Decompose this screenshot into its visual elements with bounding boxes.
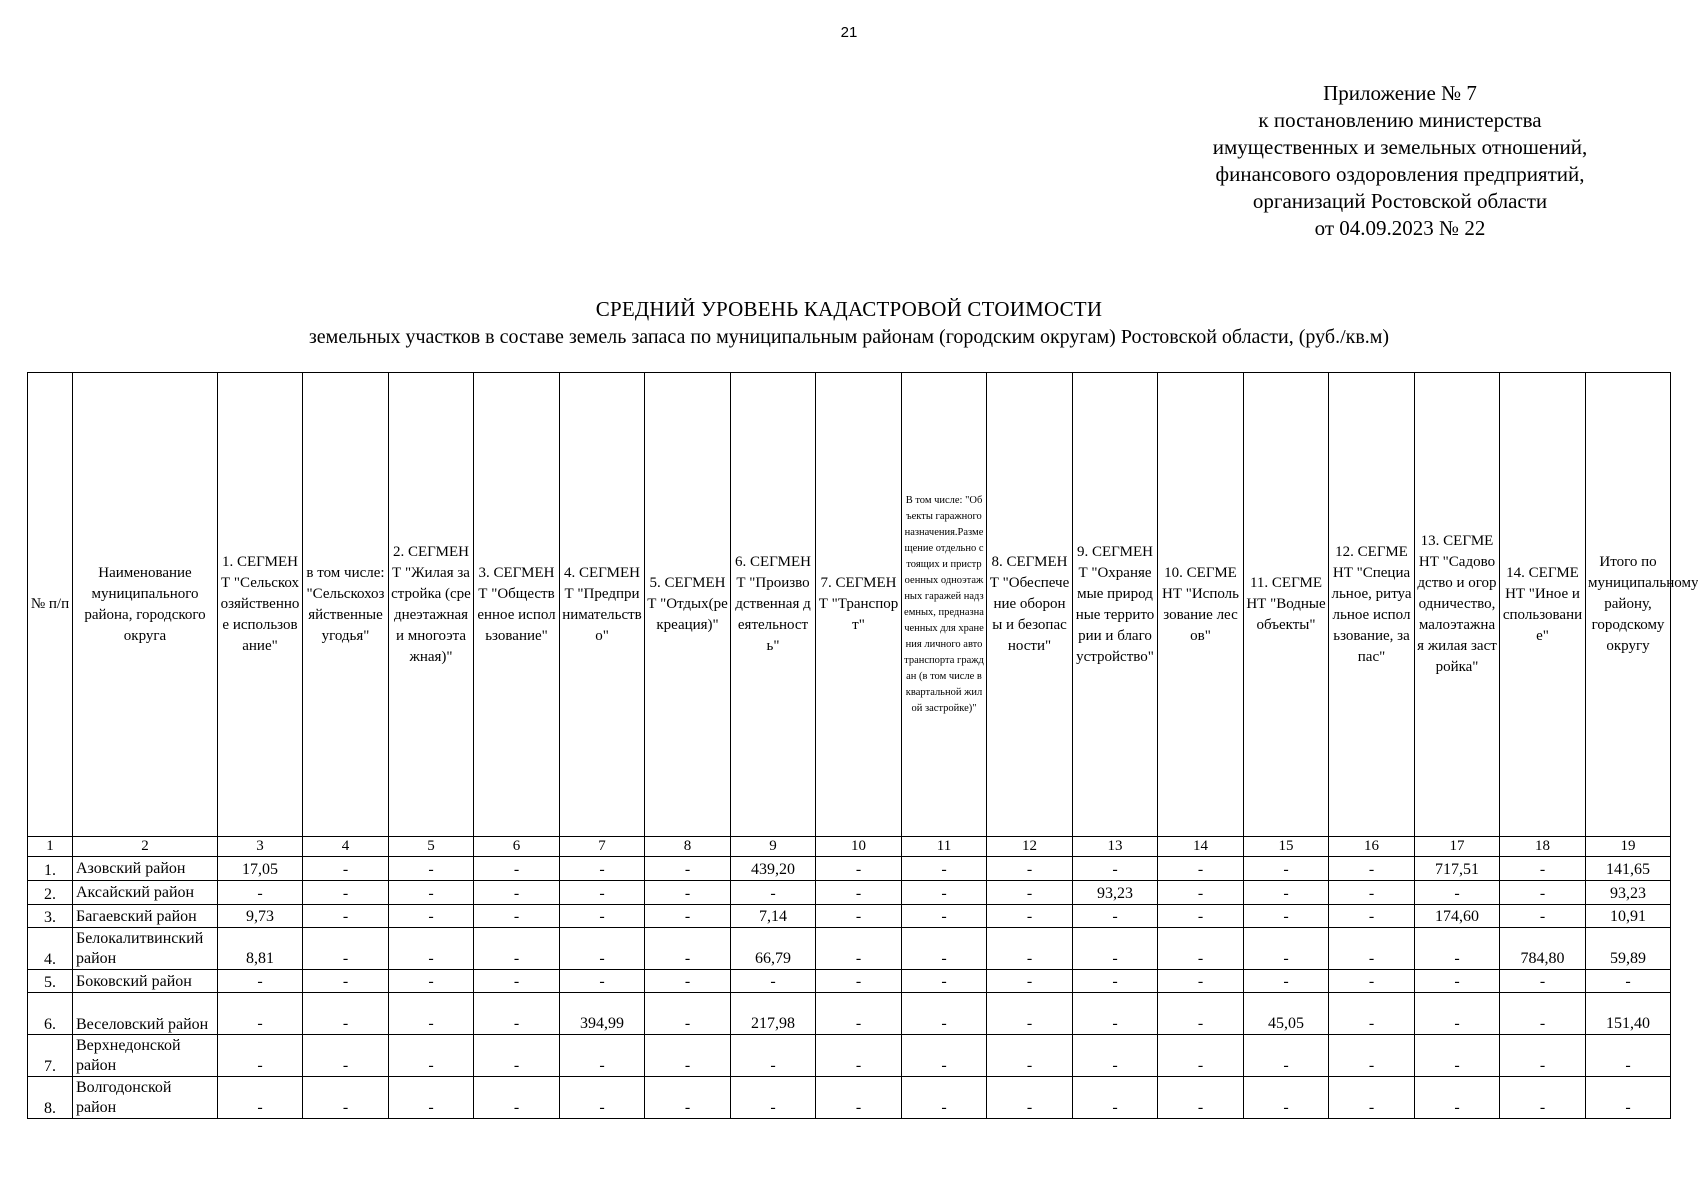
value-cell: - (1329, 905, 1415, 928)
value-cell: - (1500, 1077, 1586, 1119)
row-number: 2. (28, 881, 73, 905)
column-header: 14. СЕГМЕНТ "Иное использование" (1500, 373, 1586, 837)
value-cell: - (1244, 1035, 1329, 1077)
column-number: 5 (389, 837, 474, 857)
value-cell: - (474, 970, 560, 993)
column-number: 18 (1500, 837, 1586, 857)
value-cell: - (902, 905, 987, 928)
row-number: 6. (28, 993, 73, 1035)
appendix-line: от 04.09.2023 № 22 (1314, 216, 1486, 240)
value-cell: 8,81 (218, 928, 303, 970)
district-name: Верхнедонской район (73, 1035, 218, 1077)
value-cell: - (645, 993, 731, 1035)
row-number: 4. (28, 928, 73, 970)
column-header: 7. СЕГМЕНТ "Транспорт" (816, 373, 902, 837)
value-cell: 174,60 (1415, 905, 1500, 928)
value-cell: - (987, 1035, 1073, 1077)
value-cell: - (1158, 857, 1244, 881)
page-number: 21 (840, 24, 858, 41)
district-name: Белокалитвинский район (73, 928, 218, 970)
value-cell: - (474, 881, 560, 905)
value-cell: - (902, 970, 987, 993)
value-cell: - (1073, 993, 1158, 1035)
value-cell: - (645, 1077, 731, 1119)
value-cell: - (1415, 1077, 1500, 1119)
value-cell: - (1244, 928, 1329, 970)
value-cell: - (1415, 993, 1500, 1035)
value-cell: - (902, 993, 987, 1035)
value-cell: 10,91 (1586, 905, 1671, 928)
value-cell: - (1244, 970, 1329, 993)
value-cell: - (816, 881, 902, 905)
value-cell: - (902, 928, 987, 970)
value-cell: - (1586, 1077, 1671, 1119)
value-cell: - (731, 1077, 816, 1119)
value-cell: - (1329, 928, 1415, 970)
column-number: 12 (987, 837, 1073, 857)
district-name: Аксайский район (73, 881, 218, 905)
value-cell: - (1073, 928, 1158, 970)
value-cell: - (389, 993, 474, 1035)
value-cell: - (560, 857, 645, 881)
value-cell: 7,14 (731, 905, 816, 928)
value-cell: 394,99 (560, 993, 645, 1035)
value-cell: - (1415, 881, 1500, 905)
appendix-line: к постановлению министерства (1258, 108, 1542, 132)
value-cell: - (218, 881, 303, 905)
table-row (28, 993, 1671, 1035)
value-cell: - (1158, 993, 1244, 1035)
value-cell: - (474, 1035, 560, 1077)
value-cell: - (303, 1077, 389, 1119)
appendix-line: финансового оздоровления предприятий, (1215, 162, 1585, 186)
column-header: 1. СЕГМЕНТ "Сельскохозяйственное использование" (218, 373, 303, 837)
value-cell: - (474, 1077, 560, 1119)
value-cell: - (560, 1035, 645, 1077)
column-number: 7 (560, 837, 645, 857)
value-cell: - (303, 905, 389, 928)
column-header: № п/п (28, 373, 73, 837)
value-cell: - (1329, 970, 1415, 993)
value-cell: - (902, 857, 987, 881)
district-name: Волгодонской район (73, 1077, 218, 1119)
district-name: Веселовский район (73, 993, 218, 1035)
table-row (28, 1035, 1671, 1077)
value-cell: - (560, 1077, 645, 1119)
value-cell: - (816, 1035, 902, 1077)
value-cell: - (1500, 905, 1586, 928)
column-header: Наименование муниципального района, городского округа (73, 373, 218, 837)
column-number: 13 (1073, 837, 1158, 857)
value-cell: 66,79 (731, 928, 816, 970)
value-cell: - (645, 881, 731, 905)
column-number: 19 (1586, 837, 1671, 857)
value-cell: 717,51 (1415, 857, 1500, 881)
value-cell: - (218, 1035, 303, 1077)
column-header: 10. СЕГМЕНТ "Использование лесов" (1158, 373, 1244, 837)
table-row (28, 1077, 1671, 1119)
value-cell: - (816, 970, 902, 993)
value-cell: - (816, 993, 902, 1035)
column-header: 8. СЕГМЕНТ "Обеспечение обороны и безопасности" (987, 373, 1073, 837)
value-cell: - (1586, 1035, 1671, 1077)
column-number: 16 (1329, 837, 1415, 857)
value-cell: - (1329, 993, 1415, 1035)
document-subtitle: земельных участков в составе земель запаса по муниципальным районам (городским округам) Ростовской области, (руб./кв.м) (308, 326, 1390, 348)
column-header: 3. СЕГМЕНТ "Общественное использование" (474, 373, 560, 837)
value-cell: 141,65 (1586, 857, 1671, 881)
value-cell: - (389, 970, 474, 993)
value-cell: - (1586, 970, 1671, 993)
value-cell: - (1500, 993, 1586, 1035)
value-cell: 59,89 (1586, 928, 1671, 970)
column-number-row (28, 837, 1671, 857)
value-cell: - (645, 905, 731, 928)
value-cell: - (303, 881, 389, 905)
district-name: Азовский район (73, 857, 218, 881)
value-cell: - (303, 857, 389, 881)
value-cell: - (816, 857, 902, 881)
value-cell: - (645, 970, 731, 993)
column-header: 5. СЕГМЕНТ "Отдых(рекреация)" (645, 373, 731, 837)
value-cell: - (1500, 970, 1586, 993)
column-number: 4 (303, 837, 389, 857)
column-header: В том числе: "Объекты гаражного назначения.Размещение отдельно стоящих и пристроенных одноэтажных гаражей надземных, предназначенных для хранения личного автотранспорта граждан (в том числе в квартальной жилой застройке)" (902, 373, 987, 837)
value-cell: - (474, 928, 560, 970)
value-cell: - (1415, 928, 1500, 970)
value-cell: - (816, 905, 902, 928)
value-cell: - (1158, 970, 1244, 993)
value-cell: - (1158, 928, 1244, 970)
value-cell: - (1073, 1035, 1158, 1077)
value-cell: 784,80 (1500, 928, 1586, 970)
column-number: 14 (1158, 837, 1244, 857)
appendix-line: Приложение № 7 (1323, 81, 1477, 105)
value-cell: - (1073, 905, 1158, 928)
value-cell: - (474, 993, 560, 1035)
appendix-line: организаций Ростовской области (1252, 189, 1548, 213)
value-cell: - (560, 905, 645, 928)
value-cell: - (645, 928, 731, 970)
value-cell: 17,05 (218, 857, 303, 881)
value-cell: - (1244, 905, 1329, 928)
value-cell: - (1073, 1077, 1158, 1119)
column-number: 6 (474, 837, 560, 857)
column-number: 1 (28, 837, 73, 857)
value-cell: - (987, 993, 1073, 1035)
value-cell: - (218, 993, 303, 1035)
value-cell: - (389, 928, 474, 970)
value-cell: - (560, 928, 645, 970)
value-cell: - (816, 928, 902, 970)
column-header: 13. СЕГМЕНТ "Садоводство и огородничество, малоэтажная жилая застройка" (1415, 373, 1500, 837)
column-header: Итого по муниципальному району, городскому округу (1586, 373, 1671, 837)
district-name: Боковский район (73, 970, 218, 993)
column-number: 11 (902, 837, 987, 857)
column-header: в том числе: "Сельскохозяйственные угодья" (303, 373, 389, 837)
value-cell: - (645, 857, 731, 881)
table-row (28, 881, 1671, 905)
value-cell: 93,23 (1586, 881, 1671, 905)
column-number: 2 (73, 837, 218, 857)
column-number: 9 (731, 837, 816, 857)
value-cell: - (218, 1077, 303, 1119)
value-cell: - (902, 1077, 987, 1119)
value-cell: - (987, 857, 1073, 881)
value-cell: 93,23 (1073, 881, 1158, 905)
value-cell: - (389, 905, 474, 928)
value-cell: - (1329, 1077, 1415, 1119)
value-cell: - (987, 881, 1073, 905)
row-number: 3. (28, 905, 73, 928)
value-cell: - (1329, 857, 1415, 881)
value-cell: 9,73 (218, 905, 303, 928)
appendix-line: имущественных и земельных отношений, (1212, 135, 1588, 159)
value-cell: - (1158, 905, 1244, 928)
value-cell: - (1500, 1035, 1586, 1077)
column-header: 12. СЕГМЕНТ "Специальное, ритуальное использование, запас" (1329, 373, 1415, 837)
column-number: 17 (1415, 837, 1500, 857)
value-cell: - (389, 1077, 474, 1119)
value-cell: 151,40 (1586, 993, 1671, 1035)
value-cell: - (731, 1035, 816, 1077)
value-cell: - (303, 928, 389, 970)
value-cell: 217,98 (731, 993, 816, 1035)
value-cell: - (474, 905, 560, 928)
value-cell: - (303, 993, 389, 1035)
column-number: 10 (816, 837, 902, 857)
value-cell: 439,20 (731, 857, 816, 881)
column-number: 8 (645, 837, 731, 857)
value-cell: - (1158, 881, 1244, 905)
document-title: СРЕДНИЙ УРОВЕНЬ КАДАСТРОВОЙ СТОИМОСТИ (595, 297, 1103, 321)
value-cell: - (1158, 1035, 1244, 1077)
value-cell: - (560, 970, 645, 993)
value-cell: - (1244, 1077, 1329, 1119)
column-header: 6. СЕГМЕНТ "Производственная деятельность" (731, 373, 816, 837)
cadastral-value-table (27, 372, 1698, 1119)
value-cell: - (1073, 857, 1158, 881)
value-cell: - (474, 857, 560, 881)
value-cell: - (1500, 857, 1586, 881)
row-number: 8. (28, 1077, 73, 1119)
value-cell: - (987, 970, 1073, 993)
table-row (28, 905, 1671, 928)
value-cell: - (218, 970, 303, 993)
value-cell: - (731, 970, 816, 993)
column-header: 11. СЕГМЕНТ "Водные объекты" (1244, 373, 1329, 837)
district-name: Багаевский район (73, 905, 218, 928)
value-cell: - (560, 881, 645, 905)
appendix-block (1150, 80, 1650, 242)
value-cell: - (1329, 1035, 1415, 1077)
row-number: 7. (28, 1035, 73, 1077)
value-cell: - (987, 905, 1073, 928)
value-cell: 45,05 (1244, 993, 1329, 1035)
value-cell: - (303, 970, 389, 993)
column-number: 3 (218, 837, 303, 857)
value-cell: - (902, 1035, 987, 1077)
row-number: 1. (28, 857, 73, 881)
value-cell: - (987, 1077, 1073, 1119)
value-cell: - (1415, 1035, 1500, 1077)
row-number: 5. (28, 970, 73, 993)
table-row (28, 857, 1671, 881)
value-cell: - (389, 1035, 474, 1077)
column-number: 15 (1244, 837, 1329, 857)
value-cell: - (816, 1077, 902, 1119)
value-cell: - (1329, 881, 1415, 905)
table-row (28, 928, 1671, 970)
table-header-row (28, 373, 1671, 837)
value-cell: - (1500, 881, 1586, 905)
value-cell: - (1073, 970, 1158, 993)
value-cell: - (389, 857, 474, 881)
value-cell: - (1244, 881, 1329, 905)
value-cell: - (303, 1035, 389, 1077)
value-cell: - (645, 1035, 731, 1077)
value-cell: - (1415, 970, 1500, 993)
value-cell: - (902, 881, 987, 905)
value-cell: - (1244, 857, 1329, 881)
column-header: 4. СЕГМЕНТ "Предпринимательство" (560, 373, 645, 837)
value-cell: - (1158, 1077, 1244, 1119)
column-header: 2. СЕГМЕНТ "Жилая застройка (среднеэтажная и многоэтажная)" (389, 373, 474, 837)
value-cell: - (389, 881, 474, 905)
column-header: 9. СЕГМЕНТ "Охраняемые природные территории и благоустройство" (1073, 373, 1158, 837)
value-cell: - (731, 881, 816, 905)
table-row (28, 970, 1671, 993)
value-cell: - (987, 928, 1073, 970)
